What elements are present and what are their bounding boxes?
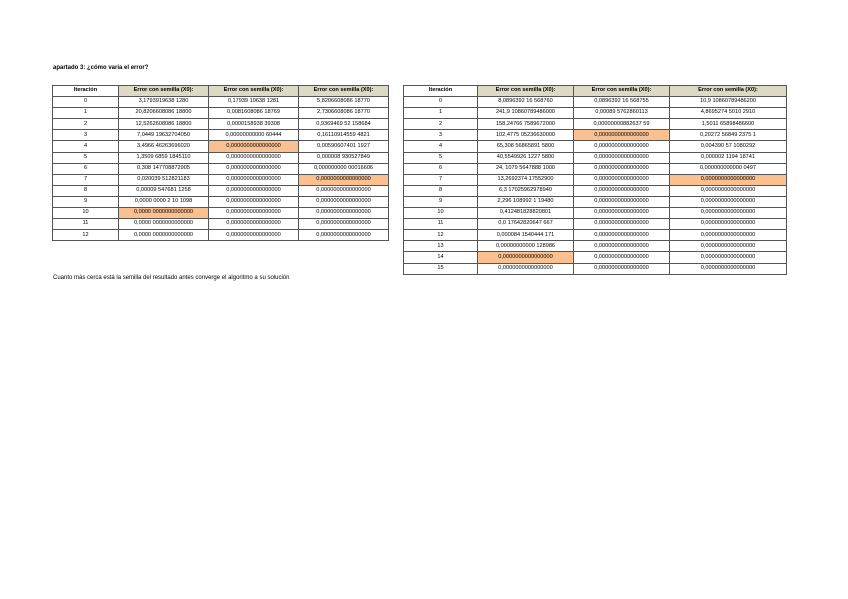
error-cell: 3,1793919638 1280: [119, 97, 209, 108]
error-cell: 0,004390 57 1080292: [670, 141, 787, 152]
table-row: [53, 97, 389, 108]
error-cell: 0,0000000000000000: [478, 263, 574, 274]
error-cell: 0,0000000000000000: [574, 174, 670, 185]
header-error-seed-2: Error con semilla (X0):: [209, 86, 299, 97]
table-row: [53, 185, 389, 196]
error-cell: 0,17939 19638 1281: [209, 97, 299, 108]
error-cell: 65,308 56865891 5800: [478, 141, 574, 152]
error-cell: 0,020039 512821183: [119, 174, 209, 185]
highlighted-error-cell: 0,0000000000000000: [670, 174, 787, 185]
iteration-cell: 3: [404, 130, 478, 141]
error-cell: 6,3 17025962978940: [478, 185, 574, 196]
iteration-cell: 5: [53, 152, 119, 163]
error-cell: 0,0000 0000000000000: [119, 219, 209, 230]
iteration-cell: 8: [404, 185, 478, 196]
highlighted-error-cell: 0,0000000000000000: [478, 252, 574, 263]
error-cell: 0,000008 930527849: [299, 152, 389, 163]
iteration-cell: 6: [404, 163, 478, 174]
error-cell: 0,000002 1194 18741: [670, 152, 787, 163]
error-cell: 0,000000000000 0497: [670, 163, 787, 174]
error-cell: 13,2692374 17552900: [478, 174, 574, 185]
error-cell: 0,0000000000000000: [574, 208, 670, 219]
table-row: [404, 230, 787, 241]
table-row: [53, 130, 389, 141]
error-cell: 0,0000000000000000: [574, 241, 670, 252]
error-cell: 0,000084 1540444 171: [478, 230, 574, 241]
table-row: [404, 263, 787, 274]
table-row: [53, 108, 389, 119]
highlighted-error-cell: 0,0000000000000000: [209, 141, 299, 152]
header-iteration: Iteración: [404, 86, 478, 97]
table-row: [404, 196, 787, 207]
iteration-cell: 8: [53, 185, 119, 196]
table-header-row: [404, 86, 787, 97]
header-error-seed-3: Error con semilla (X0):: [299, 86, 389, 97]
iteration-cell: 15: [404, 263, 478, 274]
iteration-cell: 6: [53, 163, 119, 174]
table-row: [404, 219, 787, 230]
header-error-seed-3: Error con semilla (X0):: [670, 86, 787, 97]
error-cell: 5,8206608086 18770: [299, 97, 389, 108]
error-cell: 0,00000000000 128986: [478, 241, 574, 252]
page-heading: apartado 3: ¿cómo varía el error?: [53, 65, 149, 71]
table-row: [404, 174, 787, 185]
error-cell: 40,5549926 1227 5800: [478, 152, 574, 163]
error-cell: 20,8206608086 18800: [119, 108, 209, 119]
table-header-row: [53, 86, 389, 97]
iteration-cell: 2: [404, 119, 478, 130]
iteration-cell: 11: [53, 219, 119, 230]
highlighted-error-cell: 0,0000000000000000: [299, 174, 389, 185]
error-cell: 0,0000000000000000: [574, 163, 670, 174]
error-cell: 4,8695274 5010 2910: [670, 108, 787, 119]
table-row: [53, 163, 389, 174]
iteration-cell: 14: [404, 252, 478, 263]
error-cell: 0,0000000000000000: [670, 230, 787, 241]
highlighted-error-cell: 0,0000 0000000000000: [119, 208, 209, 219]
table-row: [53, 119, 389, 130]
error-cell: 0,000000000 00016606: [299, 163, 389, 174]
error-cell: 0,0000000000000000: [299, 185, 389, 196]
error-cell: 0,0000000000000000: [670, 252, 787, 263]
iteration-cell: 1: [404, 108, 478, 119]
header-error-seed-1: Error con semilla (X0):: [478, 86, 574, 97]
iteration-cell: 10: [53, 208, 119, 219]
error-cell: 0,0000158938 39308: [209, 119, 299, 130]
error-cell: 0,0 17642820647 667: [478, 219, 574, 230]
iteration-cell: 4: [53, 141, 119, 152]
error-cell: 0,0000000000000000: [299, 230, 389, 241]
error-cell: 0,0000000000000000: [299, 196, 389, 207]
error-cell: 0,0000000000000000: [209, 196, 299, 207]
error-cell: 0,412481828820801: [478, 208, 574, 219]
table-row: [404, 130, 787, 141]
error-cell: 0,0000000000000000: [670, 241, 787, 252]
error-cell: 0,0000000000000000: [209, 152, 299, 163]
iteration-cell: 9: [53, 196, 119, 207]
iteration-cell: 3: [53, 130, 119, 141]
iteration-cell: 0: [53, 97, 119, 108]
error-cell: 10,9 10860789486200: [670, 97, 787, 108]
error-cell: 0,0000000000000000: [574, 185, 670, 196]
table-row: [53, 141, 389, 152]
table-row: [404, 185, 787, 196]
iteration-cell: 2: [53, 119, 119, 130]
table-body: [53, 97, 389, 241]
error-cell: 0,0000000000000000: [209, 208, 299, 219]
error-cell: 0,0000000000000000: [670, 196, 787, 207]
error-cell: 0,16110914559 4821: [299, 130, 389, 141]
error-cell: 0,00000000882637 59: [574, 119, 670, 130]
iteration-cell: 1: [53, 108, 119, 119]
error-cell: 1,3509 6859 1845110: [119, 152, 209, 163]
error-table-2: [403, 85, 787, 275]
error-cell: 0,00590607401 1927: [299, 141, 389, 152]
error-cell: 0,0000000000000000: [574, 196, 670, 207]
header-iteration: Iteración: [53, 86, 119, 97]
error-cell: 0,20272 56849 2375 1: [670, 130, 787, 141]
error-cell: 0,0896392 16 568755: [574, 97, 670, 108]
iteration-cell: 7: [53, 174, 119, 185]
iteration-cell: 13: [404, 241, 478, 252]
error-cell: 0,00000000000 60444: [209, 130, 299, 141]
iteration-cell: 5: [404, 152, 478, 163]
error-cell: 0,0000000000000000: [209, 185, 299, 196]
error-cell: 241,9 10860789486000: [478, 108, 574, 119]
table-row: [404, 141, 787, 152]
header-error-seed-2: Error con semilla (X0):: [574, 86, 670, 97]
table-body: [404, 97, 787, 275]
error-table-1: [52, 85, 389, 241]
error-cell: 0,0000000000000000: [574, 252, 670, 263]
error-cell: 0,00009 547681 1258: [119, 185, 209, 196]
iteration-cell: 0: [404, 97, 478, 108]
table-row: [404, 119, 787, 130]
error-cell: 12,5262608086 18800: [119, 119, 209, 130]
conclusion-note: Cuanto más cerca está la semilla del resultado antes converge el algoritmo a su solución: [53, 275, 290, 281]
error-cell: 2,7306608086 18770: [299, 108, 389, 119]
table-row: [404, 108, 787, 119]
table-row: [404, 163, 787, 174]
highlighted-error-cell: 0,0000000000000000: [574, 130, 670, 141]
error-cell: 0,9369469 52 158684: [299, 119, 389, 130]
error-cell: 0,0000000000000000: [209, 219, 299, 230]
error-cell: 2,296 108992 1 19480: [478, 196, 574, 207]
table-row: [404, 208, 787, 219]
error-cell: 158,24766 7589672000: [478, 119, 574, 130]
table-row: [53, 208, 389, 219]
error-cell: 0,0000000000000000: [574, 230, 670, 241]
table-row: [53, 219, 389, 230]
error-cell: 0,0000000000000000: [209, 230, 299, 241]
error-cell: 0,00089 5762860113: [574, 108, 670, 119]
table-row: [404, 241, 787, 252]
iteration-cell: 7: [404, 174, 478, 185]
table-row: [53, 230, 389, 241]
error-cell: 0,0000000000000000: [299, 208, 389, 219]
iteration-cell: 9: [404, 196, 478, 207]
error-cell: 0,0000000000000000: [574, 152, 670, 163]
table-row: [53, 196, 389, 207]
table-row: [53, 174, 389, 185]
error-cell: 0,0000000000000000: [574, 219, 670, 230]
error-cell: 0,0000000000000000: [209, 163, 299, 174]
table-row: [53, 152, 389, 163]
error-cell: 0,0000000000000000: [670, 219, 787, 230]
error-cell: 0,0000000000000000: [299, 219, 389, 230]
iteration-cell: 12: [53, 230, 119, 241]
iteration-cell: 10: [404, 208, 478, 219]
table-row: [404, 97, 787, 108]
header-error-seed-1: Error con semilla (X0):: [119, 86, 209, 97]
error-cell: 0,0000000000000000: [209, 174, 299, 185]
table-row: [404, 252, 787, 263]
error-cell: 3,4966 46263696020: [119, 141, 209, 152]
error-cell: 0,0000000000000000: [670, 263, 787, 274]
error-cell: 102,4775 05236630000: [478, 130, 574, 141]
error-cell: 7,0449 19632704050: [119, 130, 209, 141]
error-cell: 0,0000000000000000: [574, 263, 670, 274]
table-row: [404, 152, 787, 163]
iteration-cell: 12: [404, 230, 478, 241]
error-cell: 0,0000 0000 2 10 1098: [119, 196, 209, 207]
error-cell: 0,0081608086 18769: [209, 108, 299, 119]
error-cell: 0,0000000000000000: [574, 141, 670, 152]
error-cell: 0,308 147708872905: [119, 163, 209, 174]
iteration-cell: 11: [404, 219, 478, 230]
error-cell: 0,0000000000000000: [670, 185, 787, 196]
error-cell: 0,0000000000000000: [670, 208, 787, 219]
error-cell: 1,5011 65898486600: [670, 119, 787, 130]
iteration-cell: 4: [404, 141, 478, 152]
error-cell: 24, 1079 5647888 1000: [478, 163, 574, 174]
error-cell: 8,0896392 16 568760: [478, 97, 574, 108]
error-cell: 0,0000 0000000000000: [119, 230, 209, 241]
